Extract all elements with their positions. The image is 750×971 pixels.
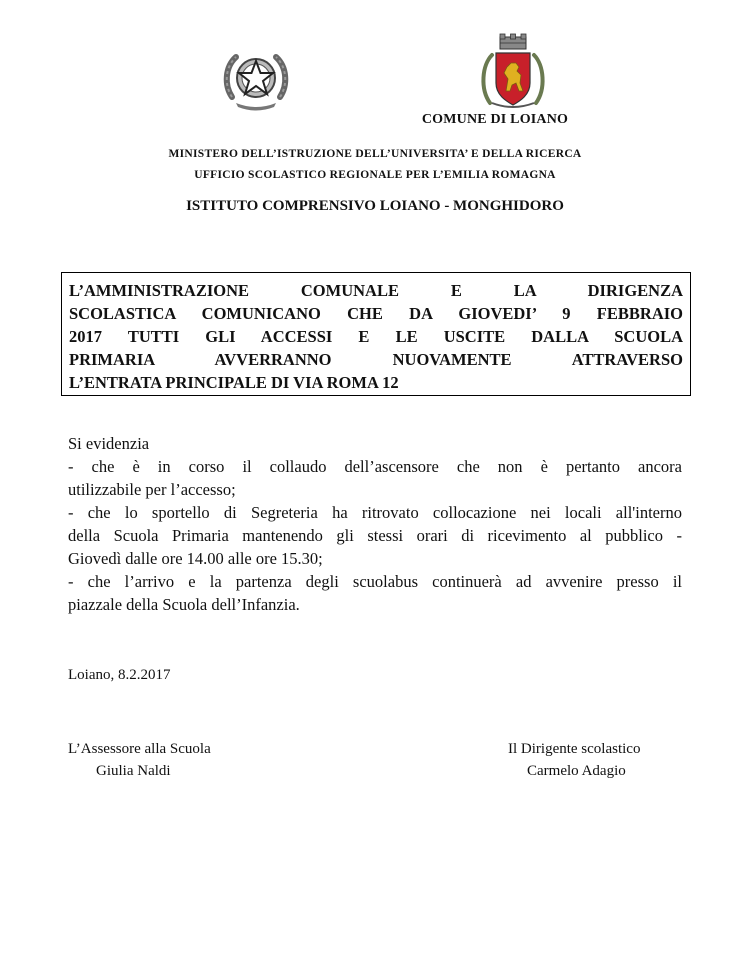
body-line: - che l’arrivo e la partenza degli scuolabus continuerà ad avvenire presso il	[68, 572, 682, 591]
body-line: utilizzabile per l’accesso;	[68, 480, 236, 499]
comune-name: COMUNE DI LOIANO	[421, 112, 569, 127]
assessor-role: L’Assessore alla Scuola	[68, 741, 211, 757]
notice-line: L’AMMINISTRAZIONE COMUNALE E LA DIRIGENZA	[69, 281, 683, 300]
notice-line: L’ENTRATA PRINCIPALE DI VIA ROMA 12	[69, 373, 399, 392]
principal-role: Il Dirigente scolastico	[508, 741, 641, 757]
body-line: Giovedì dalle ore 14.00 alle ore 15.30;	[68, 549, 323, 568]
school-name: ISTITUTO COMPRENSIVO LOIANO - MONGHIDORO	[186, 198, 564, 214]
ministry-line-2: UFFICIO SCOLASTICO REGIONALE PER L’EMILIA ROMAGNA	[194, 169, 556, 181]
notice-line: PRIMARIA AVVERRANNO NUOVAMENTE ATTRAVERSO	[69, 350, 683, 369]
notice-line: 2017 TUTTI GLI ACCESSI E LE USCITE DALLA SCUOLA	[69, 327, 683, 346]
body-line: - che lo sportello di Segreteria ha ritrovato collocazione nei locali all'interno	[68, 503, 682, 522]
body-line: piazzale della Scuola dell’Infanzia.	[68, 595, 300, 614]
principal-name: Carmelo Adagio	[527, 763, 626, 779]
notice-line: SCOLASTICA COMUNICANO CHE DA GIOVEDI’ 9 FEBBRAIO	[69, 304, 683, 323]
ministry-line-1: MINISTERO DELL’ISTRUZIONE DELL’UNIVERSITA’ E DELLA RICERCA	[168, 148, 582, 160]
body-line: della Scuola Primaria mantenendo gli stessi orari di ricevimento al pubblico -	[68, 526, 682, 545]
place-date: Loiano, 8.2.2017	[68, 667, 171, 683]
body-line: - che è in corso il collaudo dell’ascensore che non è pertanto ancora	[68, 457, 682, 476]
body-line: Si evidenzia	[68, 434, 150, 453]
notice-box	[61, 272, 691, 396]
assessor-name: Giulia Naldi	[96, 763, 171, 779]
loiano-coat-of-arms-icon	[476, 33, 550, 111]
italian-republic-emblem-icon	[222, 45, 290, 113]
